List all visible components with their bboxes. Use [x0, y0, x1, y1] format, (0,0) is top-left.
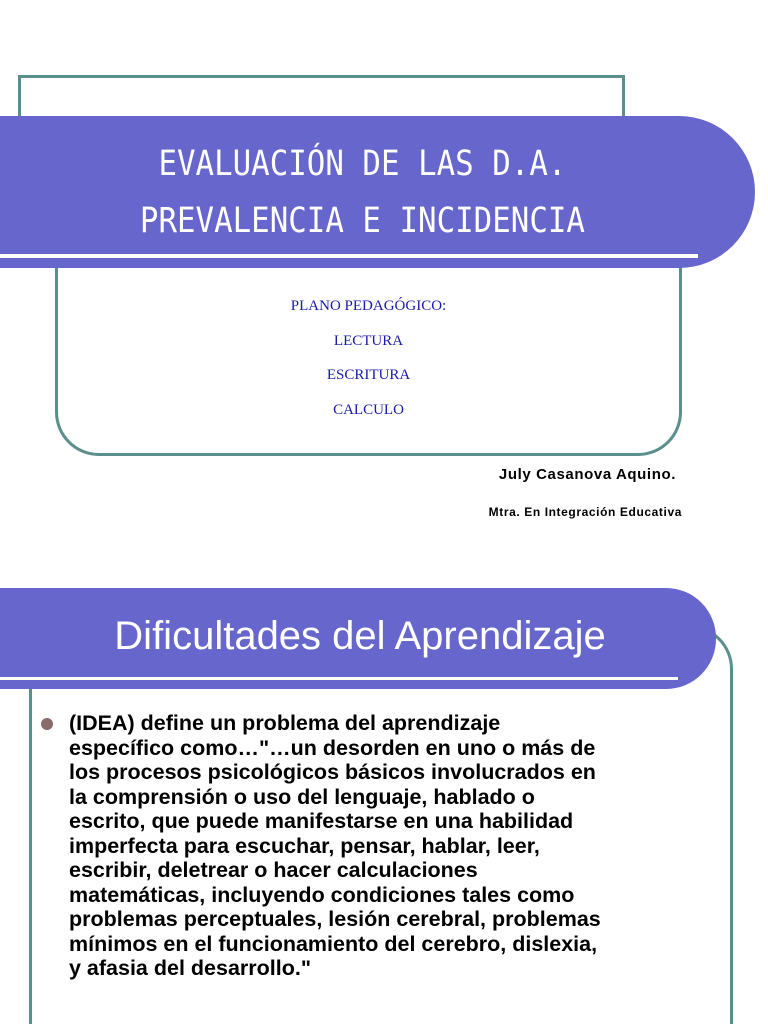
body-line: imperfecta para escuchar, pensar, hablar, leer,: [69, 833, 540, 858]
body-line: los procesos psicológicos básicos involucrados en: [69, 760, 596, 784]
body-line: matemáticas, incluyendo condiciones tales como: [69, 882, 575, 907]
author-role: Mtra. En Integración Educativa: [488, 505, 682, 519]
slide2-body-text: [69, 711, 719, 981]
subject-item: PLANO PEDAGÓGICO:: [290, 298, 447, 314]
slide1-title: [43, 136, 681, 250]
author-name: July Casanova Aquino.: [498, 466, 676, 483]
subject-item: LECTURA: [333, 332, 404, 349]
body-line: (IDEA) define un problema del aprendizaje: [69, 711, 501, 735]
slide1-title-line-2: PREVALENCIA E INCIDENCIA: [139, 201, 585, 241]
subject-item: CALCULO: [333, 401, 404, 418]
body-line: problemas perceptuales, lesión cerebral, problemas: [69, 907, 601, 931]
body-line: la comprensión o uso del lenguaje, hablado o: [69, 784, 535, 809]
slide2-title: Dificultades del Aprendizaje: [114, 614, 606, 658]
body-line: escrito, que puede manifestarse en una habilidad: [69, 809, 574, 833]
body-line: escribir, deletrear o hacer calculaciones: [69, 858, 478, 882]
slide2-banner-rule: [0, 677, 678, 680]
slide1-subject-list: [55, 289, 682, 427]
slide1-banner-rule: [0, 254, 698, 258]
body-line: específico como…"…un desorden en uno o más de: [69, 735, 596, 760]
bullet-icon: [41, 718, 53, 730]
body-line: y afasia del desarrollo.": [69, 956, 312, 980]
body-line: mínimos en el funcionamiento del cerebro, dislexia,: [69, 931, 598, 956]
slide1-title-line-1: EVALUACIÓN DE LAS D.A.: [158, 144, 567, 184]
subject-item: ESCRITURA: [326, 367, 411, 383]
